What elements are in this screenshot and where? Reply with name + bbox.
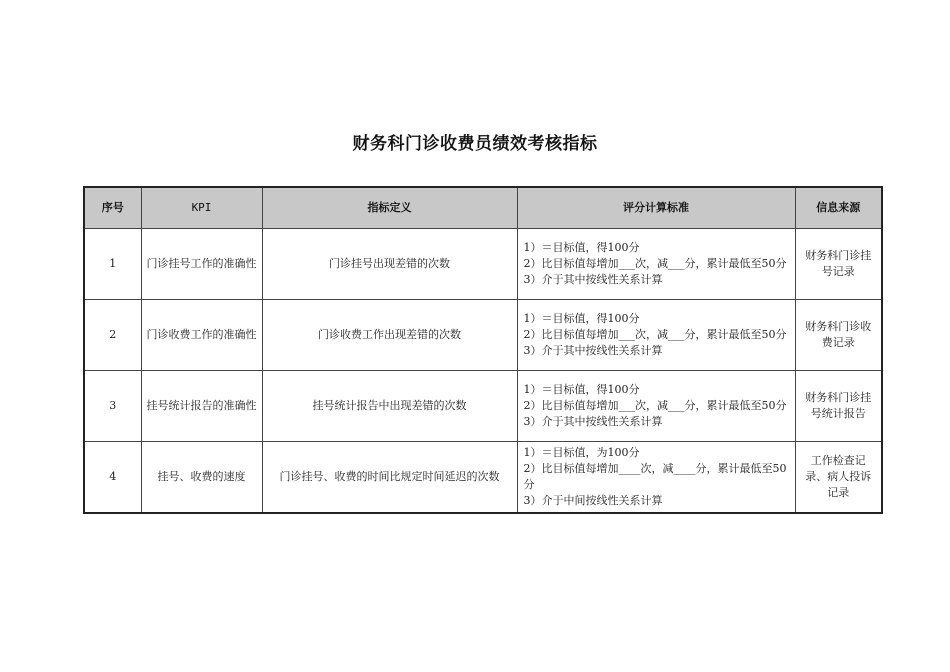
info-source: 财务科门诊收费记录 (795, 300, 882, 371)
header-source: 信息来源 (795, 187, 882, 229)
criteria-line: 2）比目标值每增加___次，减___分，累计最低至50分 (523, 257, 787, 270)
criteria-line: 3）介于其中按线性关系计算 (523, 273, 663, 286)
kpi-name: 挂号统计报告的准确性 (141, 371, 262, 442)
scoring-criteria (517, 371, 795, 442)
row-number: 3 (84, 371, 141, 442)
kpi-name: 门诊收费工作的准确性 (141, 300, 262, 371)
table-row (84, 371, 882, 442)
criteria-line: 3）介于其中按线性关系计算 (523, 344, 663, 357)
info-source: 财务科门诊挂号记录 (795, 229, 882, 300)
document-title: 财务科门诊收费员绩效考核指标 (352, 134, 598, 154)
criteria-line: 1）＝目标值，得100分 (523, 312, 640, 325)
table-row (84, 229, 882, 300)
criteria-line: 1）＝目标值，得100分 (523, 241, 640, 254)
scoring-criteria (517, 300, 795, 371)
header-criteria: 评分计算标准 (517, 187, 795, 229)
header-kpi: KPI (141, 187, 262, 229)
criteria-line: 3）介于其中按线性关系计算 (523, 415, 663, 428)
row-number: 1 (84, 229, 141, 300)
criteria-line: 2）比目标值每增加____次，减____分，累计最低至50分 (523, 462, 787, 491)
row-number: 4 (84, 442, 141, 514)
scoring-criteria (517, 229, 795, 300)
table-row (84, 442, 882, 514)
criteria-line: 1）＝目标值，为100分 (523, 446, 640, 459)
table-header-row (84, 187, 882, 229)
indicator-definition: 门诊挂号出现差错的次数 (262, 229, 517, 300)
table-row (84, 300, 882, 371)
kpi-table (83, 186, 883, 514)
criteria-line: 2）比目标值每增加___次，减___分，累计最低至50分 (523, 328, 787, 341)
indicator-definition: 门诊收费工作出现差错的次数 (262, 300, 517, 371)
kpi-name: 挂号、收费的速度 (141, 442, 262, 514)
criteria-line: 1）＝目标值，得100分 (523, 383, 640, 396)
info-source: 工作检查记录、病人投诉记录 (795, 442, 882, 514)
criteria-line: 3）介于中间按线性关系计算 (523, 494, 663, 507)
info-source: 财务科门诊挂号统计报告 (795, 371, 882, 442)
row-number: 2 (84, 300, 141, 371)
kpi-name: 门诊挂号工作的准确性 (141, 229, 262, 300)
indicator-definition: 挂号统计报告中出现差错的次数 (262, 371, 517, 442)
scoring-criteria (517, 442, 795, 514)
header-definition: 指标定义 (262, 187, 517, 229)
header-no: 序号 (84, 187, 141, 229)
criteria-line: 2）比目标值每增加___次，减___分，累计最低至50分 (523, 399, 787, 412)
indicator-definition: 门诊挂号、收费的时间比规定时间延迟的次数 (262, 442, 517, 514)
